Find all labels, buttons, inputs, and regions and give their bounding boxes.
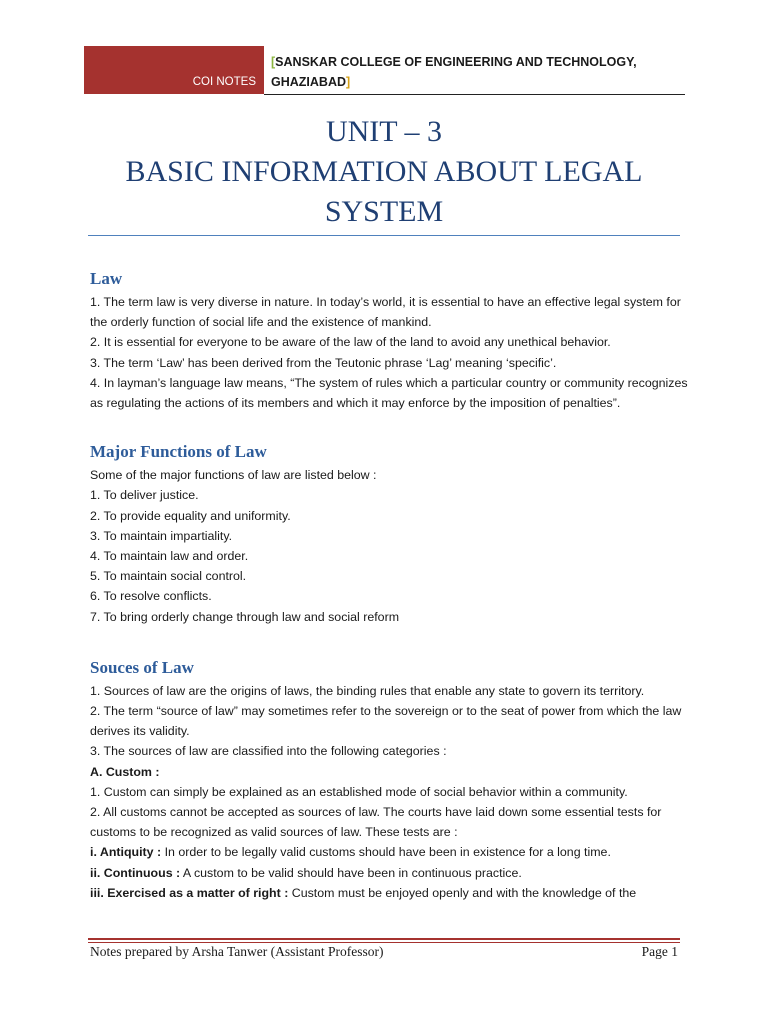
law-paragraph-1: 1. The term law is very diverse in nature. In today’s world, it is essential to have an effective legal system for the orderly function of social life and the existence of mankind. xyxy=(90,295,681,330)
custom-paragraph-2: 2. All customs cannot be accepted as sources of law. The courts have laid down some essential tests for customs to be recognized as valid sources of law. These tests are : xyxy=(90,805,662,840)
footer-author: Notes prepared by Arsha Tanwer (Assistant Professor) xyxy=(90,944,384,959)
test-label: iii. Exercised as a matter of right : xyxy=(90,885,289,900)
sources-heading: Souces of Law xyxy=(90,657,194,677)
page-title xyxy=(88,112,680,232)
function-item: 1. To deliver justice. xyxy=(90,488,199,503)
function-item: 7. To bring orderly change through law and social reform xyxy=(90,609,400,624)
bracket-close: ] xyxy=(346,75,351,89)
law-heading: Law xyxy=(90,269,123,288)
test-antiquity xyxy=(90,842,690,862)
sources-paragraph-3: 3. The sources of law are classified into the following categories : xyxy=(90,744,447,759)
law-paragraph-4: 4. In layman’s language law means, “The system of rules which a particular country or community recognizes as regulating the actions of its members and which it may enforce by the imposition of penalties”. xyxy=(90,375,688,411)
document-body xyxy=(90,266,690,903)
law-paragraph-2: 2. It is essential for everyone to be aware of the law of the land to avoid any unethical behavior. xyxy=(90,335,611,350)
law-paragraph-3: 3. The term ‘Law’ has been derived from the Teutonic phrase ‘Lag’ meaning ‘specific’. xyxy=(90,355,557,370)
bracket-open: [ xyxy=(271,55,276,69)
college-name xyxy=(271,52,691,92)
test-label: i. Antiquity : xyxy=(90,845,162,860)
header-divider xyxy=(264,94,685,95)
title-line3: SYSTEM xyxy=(324,195,444,228)
function-item: 6. To resolve conflicts. xyxy=(90,589,212,604)
college-line1: SANSKAR COLLEGE OF ENGINEERING AND TECHNOLOGY, xyxy=(275,55,637,69)
footer-divider xyxy=(88,938,680,940)
function-item: 2. To provide equality and uniformity. xyxy=(90,508,291,523)
functions-intro: Some of the major functions of law are listed below : xyxy=(90,468,377,483)
test-text: In order to be legally valid customs should have been in existence for a long time. xyxy=(161,845,611,860)
test-continuous xyxy=(90,863,690,883)
page-number: Page 1 xyxy=(641,944,678,959)
functions-heading: Major Functions of Law xyxy=(90,442,267,462)
test-matter-of-right xyxy=(90,883,690,903)
college-line2: GHAZIABAD xyxy=(271,75,346,89)
sources-paragraph-2: 2. The term “source of law” may sometimes refer to the sovereign or to the seat of power from which the law derives its validity. xyxy=(90,704,682,739)
function-item: 3. To maintain impartiality. xyxy=(90,528,233,543)
title-line1: UNIT – 3 xyxy=(325,115,443,148)
sources-paragraph-1: 1. Sources of law are the origins of laws, the binding rules that enable any state to govern its territory. xyxy=(90,683,645,698)
function-item: 5. To maintain social control. xyxy=(90,569,247,584)
title-line2: BASIC INFORMATION ABOUT LEGAL xyxy=(125,155,643,188)
custom-paragraph-1: 1. Custom can simply be explained as an established mode of social behavior within a community. xyxy=(90,784,628,799)
test-label: ii. Continuous : xyxy=(90,865,181,880)
footer-divider-thin xyxy=(88,942,680,943)
function-item: 4. To maintain law and order. xyxy=(90,549,249,564)
test-text: Custom must be enjoyed openly and with the knowledge of the xyxy=(288,885,637,900)
test-text: A custom to be valid should have been in continuous practice. xyxy=(180,865,522,880)
coi-notes-label: COI NOTES xyxy=(192,76,256,88)
header-red-block xyxy=(84,46,264,94)
custom-heading: A. Custom : xyxy=(90,764,160,779)
title-divider xyxy=(88,235,680,236)
